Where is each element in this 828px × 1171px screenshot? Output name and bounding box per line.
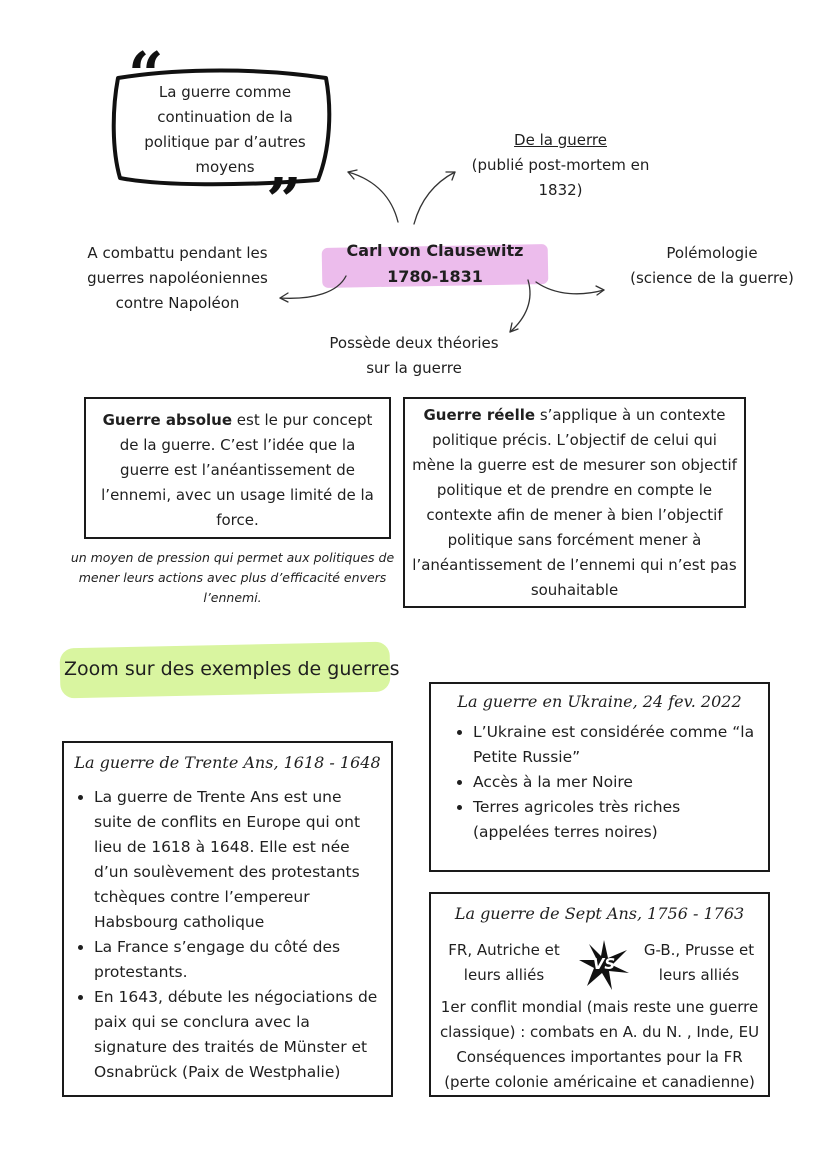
quote-line: politique par d’autres bbox=[144, 133, 306, 151]
real-line: l’anéantissement de l’ennemi qui n’est pas bbox=[412, 556, 737, 574]
quote-line: La guerre comme bbox=[158, 83, 292, 101]
ukraine-list bbox=[431, 720, 768, 845]
fought-node bbox=[70, 241, 285, 316]
fought-line: contre Napoléon bbox=[115, 294, 240, 312]
vs-label: VS bbox=[592, 955, 616, 973]
side-right bbox=[634, 938, 764, 988]
real-line: politique précis. L’objectif de celui qui bbox=[432, 431, 717, 449]
absolute-war-box bbox=[84, 397, 391, 539]
quote-line: moyens bbox=[195, 158, 255, 176]
note-line: mener leurs actions avec plus d’efficacité envers bbox=[78, 570, 387, 585]
theories-line: Possède deux théories bbox=[329, 334, 499, 352]
quote-text bbox=[130, 80, 320, 180]
list-item: • En 1643, débute les négociations de paix qui se conclura avec la signature des traités de Münster et Osnabrück (Paix de Westphalie) bbox=[94, 985, 381, 1085]
note-line: l’ennemi. bbox=[203, 590, 262, 605]
absolute-term: Guerre absolue bbox=[102, 411, 233, 429]
book-node bbox=[448, 128, 673, 203]
seven-years-line: (perte colonie américaine et canadienne) bbox=[444, 1073, 755, 1091]
fought-line: A combattu pendant les bbox=[87, 244, 268, 262]
center-node bbox=[322, 238, 548, 290]
ukraine-box bbox=[429, 682, 770, 872]
side-right-line: leurs alliés bbox=[658, 966, 740, 984]
side-left-line: leurs alliés bbox=[463, 966, 545, 984]
real-line: politique sans forcément mener à bbox=[447, 531, 702, 549]
side-left bbox=[439, 938, 569, 988]
list-item: • Terres agricoles très riches (appelées terres noires) bbox=[473, 795, 756, 845]
fought-line: guerres napoléoniennes bbox=[87, 269, 268, 287]
real-line: contexte afin de mener à bien l’objectif bbox=[426, 506, 723, 524]
quote-line: continuation de la bbox=[157, 108, 293, 126]
seven-years-title: La guerre de Sept Ans, 1756 - 1763 bbox=[454, 904, 745, 923]
absolute-note bbox=[60, 548, 405, 608]
real-line bbox=[405, 403, 744, 428]
list-item: • L’Ukraine est considérée comme “la Petite Russie” bbox=[473, 720, 756, 770]
list-item: • La guerre de Trente Ans est une suite de conflits en Europe qui ont lieu de 1618 à 1648. Elle est née d’un soulèvement des protestants tchèques contre l’empereur Habsbourg catholique bbox=[94, 785, 381, 935]
absolute-line: de la guerre. C’est l’idée que la bbox=[119, 436, 356, 454]
polemology-line: Polémologie bbox=[666, 244, 758, 262]
vs-badge bbox=[579, 940, 629, 990]
thirty-years-list bbox=[64, 785, 391, 1085]
arrow-to-quote bbox=[348, 172, 398, 222]
absolute-line bbox=[86, 408, 389, 433]
absolute-line: force. bbox=[216, 511, 259, 529]
note-line: un moyen de pression qui permet aux politiques de bbox=[70, 550, 395, 565]
ukraine-title: La guerre en Ukraine, 24 fev. 2022 bbox=[457, 692, 742, 711]
center-name: Carl von Clausewitz bbox=[346, 241, 524, 260]
real-term: Guerre réelle bbox=[423, 406, 536, 424]
real-text: s’applique à un contexte bbox=[535, 406, 726, 424]
seven-years-box bbox=[429, 892, 770, 1097]
opening-quote-icon: “ bbox=[128, 38, 164, 111]
theories-node bbox=[310, 331, 518, 381]
real-line: souhaitable bbox=[530, 581, 619, 599]
real-war-box bbox=[403, 397, 746, 608]
book-note: 1832) bbox=[538, 181, 583, 199]
polemology-line: (science de la guerre) bbox=[630, 269, 794, 287]
real-line: politique et de prendre en compte le bbox=[436, 481, 713, 499]
closing-quote-icon: ” bbox=[266, 164, 302, 237]
seven-years-body bbox=[431, 995, 768, 1095]
thirty-years-box bbox=[62, 741, 393, 1097]
polemology-node bbox=[612, 241, 812, 291]
absolute-line: guerre est l’anéantissement de bbox=[120, 461, 355, 479]
book-title: De la guerre bbox=[514, 131, 607, 149]
side-right-line: G-B., Prusse et bbox=[643, 941, 755, 959]
seven-years-line: Conséquences importantes pour la FR bbox=[456, 1048, 743, 1066]
theories-line: sur la guerre bbox=[366, 359, 462, 377]
list-item: • Accès à la mer Noire bbox=[473, 770, 756, 795]
thirty-years-title: La guerre de Trente Ans, 1618 - 1648 bbox=[74, 753, 381, 772]
seven-years-line: 1er conflit mondial (mais reste une guerre bbox=[440, 998, 759, 1016]
absolute-line: l’ennemi, avec un usage limité de la bbox=[101, 486, 374, 504]
side-left-line: FR, Autriche et bbox=[448, 941, 560, 959]
absolute-text: est le pur concept bbox=[232, 411, 373, 429]
section-title: Zoom sur des exemples de guerres bbox=[64, 658, 400, 680]
book-note: (publié post-mortem en bbox=[471, 156, 650, 174]
real-line: mène la guerre est de mesurer son objectif bbox=[412, 456, 737, 474]
seven-years-line: classique) : combats en A. du N. , Inde, EU bbox=[439, 1023, 760, 1041]
list-item: • La France s’engage du côté des protestants. bbox=[94, 935, 381, 985]
center-dates: 1780-1831 bbox=[387, 267, 483, 286]
